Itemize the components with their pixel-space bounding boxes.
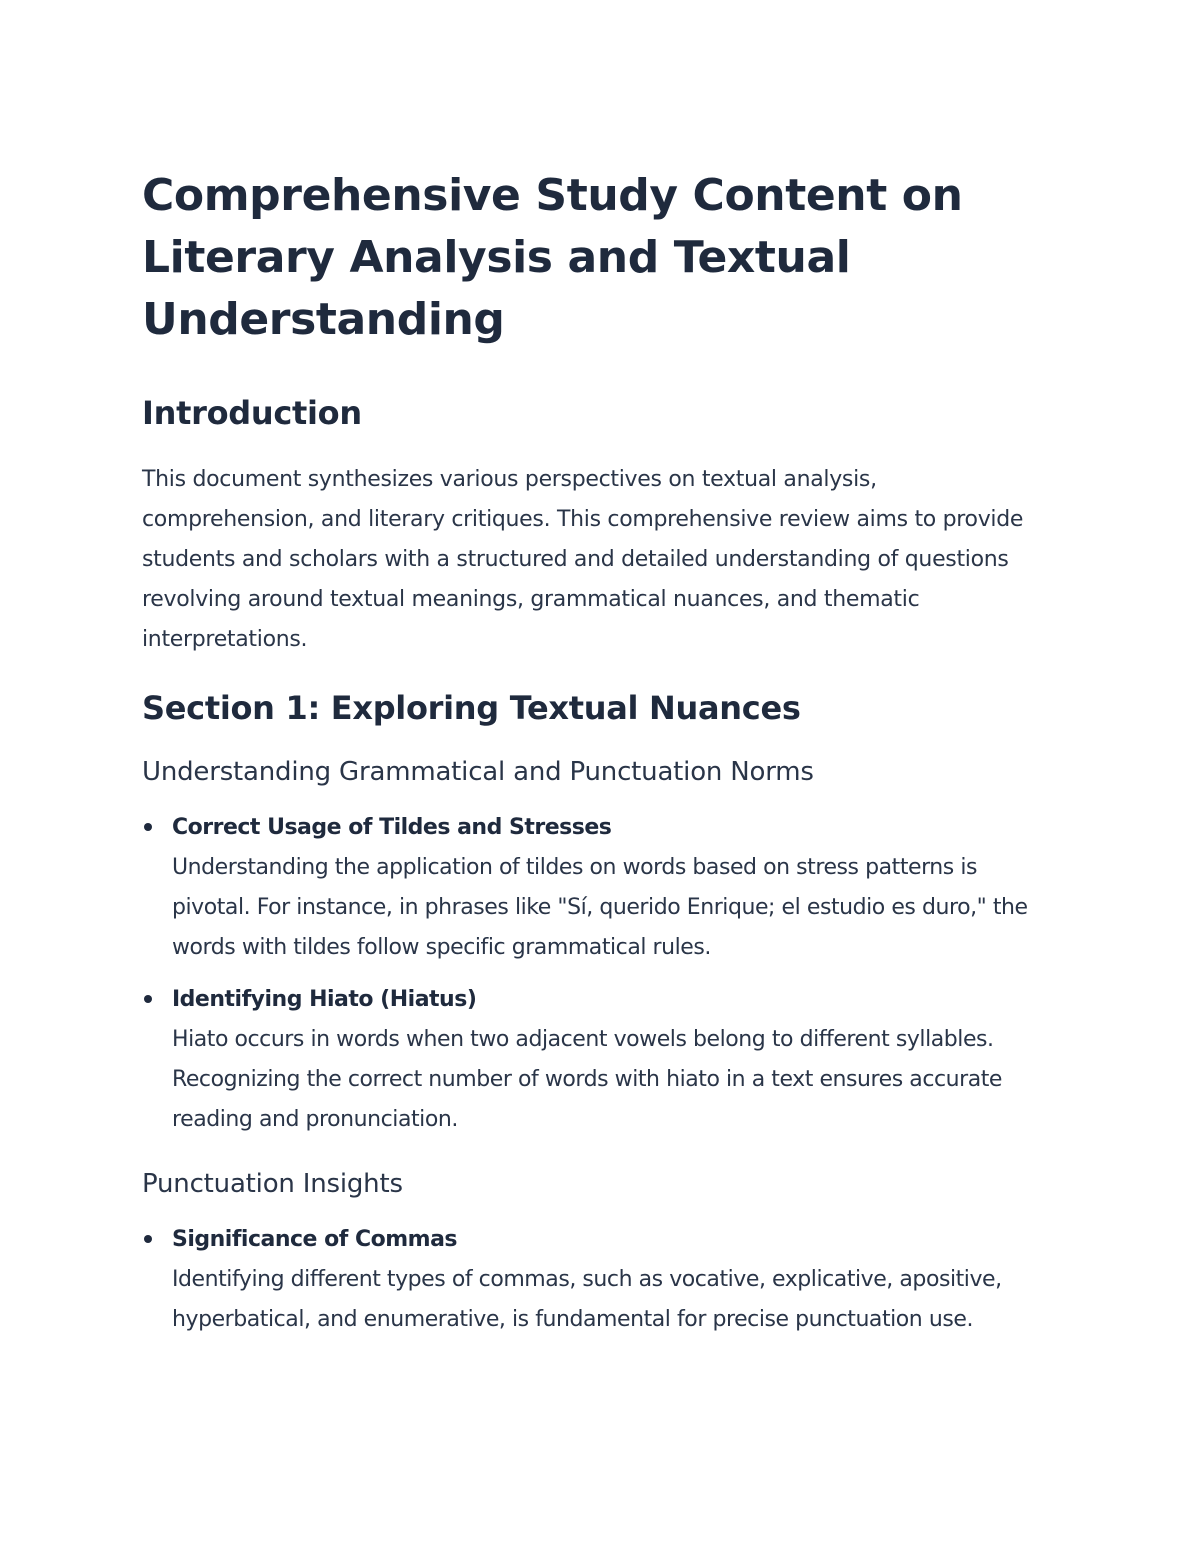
- list-item-title: Identifying Hiato (Hiatus): [172, 987, 477, 1012]
- list-item-text: Identifying different types of commas, such as vocative, explicative, apositive, hyperbatical, and enumerative, is fundamental for precise punctuation use.: [172, 1267, 1002, 1332]
- list-item-title: Correct Usage of Tildes and Stresses: [172, 815, 612, 840]
- document-title: Comprehensive Study Content on Literary Analysis and Textual Understanding: [142, 170, 963, 345]
- list-item: [142, 1220, 1050, 1340]
- list-item-text: Hiato occurs in words when two adjacent vowels belong to different syllables. Recognizing the correct number of words with hiato in a text ensures accurate reading and pronunciation.: [172, 1027, 1002, 1132]
- subsection-punctuation-heading: Punctuation Insights: [142, 1169, 403, 1199]
- section-1-heading: Section 1: Exploring Textual Nuances: [142, 689, 801, 727]
- introduction-heading: Introduction: [142, 394, 362, 432]
- introduction-paragraph: This document synthesizes various perspectives on textual analysis, comprehension, and literary critiques. This comprehensive review aims to provide students and scholars with a structured and detailed understanding of questions revolving around textual meanings, grammatical nuances, and thematic interpretations.: [142, 467, 1024, 652]
- subsection-grammar-heading: Understanding Grammatical and Punctuation Norms: [142, 757, 814, 787]
- grammar-list: [142, 808, 1050, 1140]
- punctuation-list: [142, 1220, 1050, 1340]
- bullet-icon: [144, 1235, 152, 1243]
- bullet-icon: [144, 823, 152, 831]
- list-item-title: Significance of Commas: [172, 1227, 458, 1252]
- bullet-icon: [144, 995, 152, 1003]
- list-item: [142, 980, 1050, 1140]
- list-item-text: Understanding the application of tildes on words based on stress patterns is pivotal. For instance, in phrases like "Sí, querido Enrique; el estudio es duro," the words with tildes follow specific grammatical rules.: [172, 855, 1028, 960]
- list-item: [142, 808, 1050, 968]
